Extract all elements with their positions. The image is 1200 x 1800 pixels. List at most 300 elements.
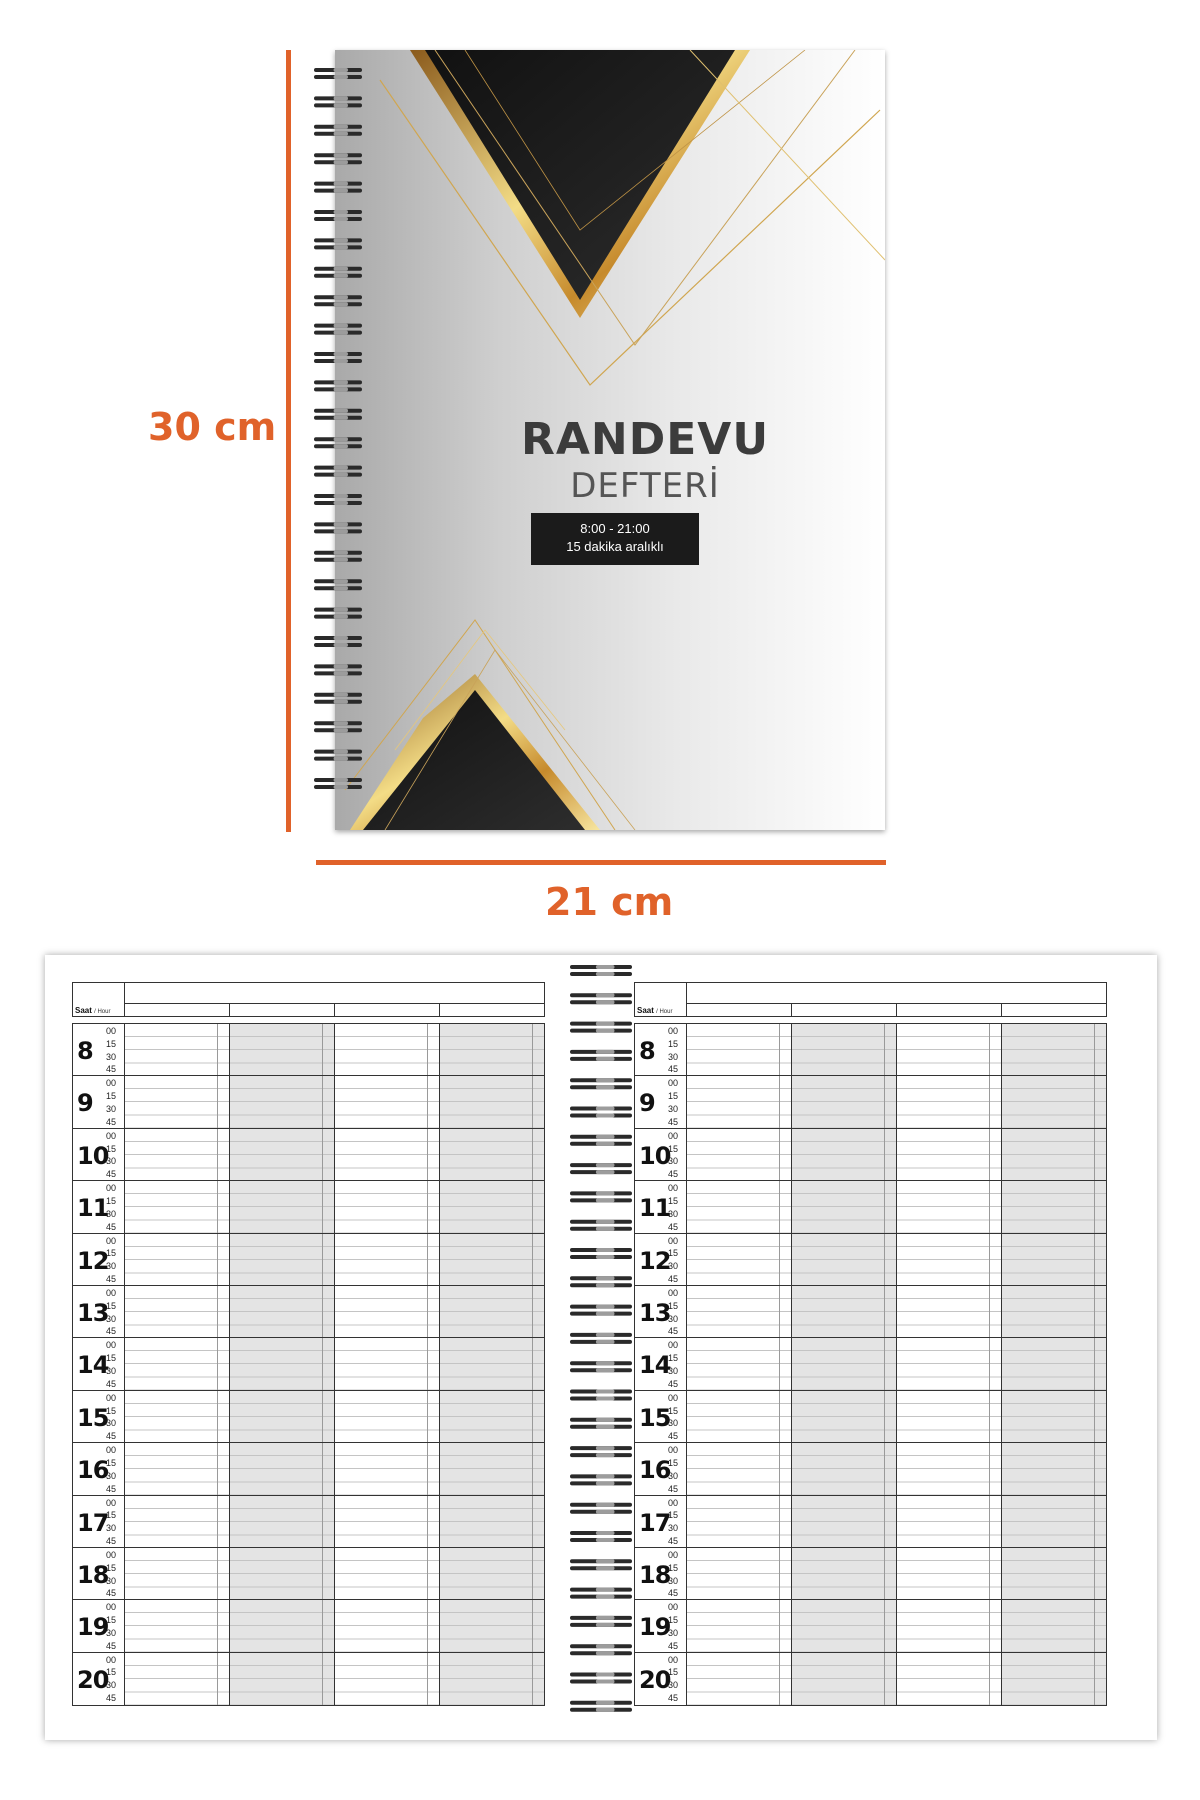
minute-marks bbox=[106, 1182, 122, 1233]
minute-mark: 15 bbox=[668, 1091, 679, 1102]
minute-mark: 00 bbox=[106, 1287, 117, 1298]
minute-mark: 00 bbox=[106, 1130, 117, 1141]
height-dimension-line bbox=[286, 50, 291, 832]
appointment-cell[interactable] bbox=[230, 1443, 335, 1494]
minute-mark: 00 bbox=[668, 1183, 679, 1194]
minute-mark: 15 bbox=[106, 1510, 117, 1521]
appointment-cell[interactable] bbox=[792, 1600, 897, 1651]
appointment-cell[interactable] bbox=[687, 1181, 792, 1232]
appointment-cell[interactable] bbox=[335, 1076, 440, 1127]
minute-mark: 30 bbox=[668, 1470, 679, 1481]
column-header[interactable] bbox=[687, 1004, 792, 1016]
hour-label bbox=[635, 1653, 687, 1705]
column-header[interactable] bbox=[440, 1004, 544, 1016]
hour-number: 13 bbox=[639, 1298, 671, 1327]
hour-row bbox=[635, 1600, 1106, 1652]
minute-mark: 15 bbox=[106, 1248, 117, 1259]
hour-number: 11 bbox=[639, 1194, 671, 1223]
hour-row bbox=[635, 1234, 1106, 1286]
schedule-grid-right bbox=[634, 982, 1107, 1706]
appointment-cell[interactable] bbox=[687, 1443, 792, 1494]
minute-mark: 15 bbox=[668, 1510, 679, 1521]
hour-number: 20 bbox=[639, 1665, 671, 1694]
minute-mark: 45 bbox=[668, 1378, 679, 1389]
appointment-cell[interactable] bbox=[125, 1391, 230, 1442]
hour-row bbox=[635, 1443, 1106, 1495]
minute-marks bbox=[106, 1287, 122, 1338]
appointment-cell[interactable] bbox=[792, 1024, 897, 1075]
minute-mark: 30 bbox=[668, 1418, 679, 1429]
appointment-cell[interactable] bbox=[1002, 1129, 1106, 1180]
appointment-cell[interactable] bbox=[440, 1653, 544, 1705]
minute-mark: 15 bbox=[668, 1300, 679, 1311]
hour-label bbox=[635, 1286, 687, 1337]
appointment-cell[interactable] bbox=[335, 1338, 440, 1389]
minute-marks bbox=[668, 1339, 684, 1390]
minute-mark: 30 bbox=[106, 1103, 117, 1114]
appointment-cell[interactable] bbox=[125, 1496, 230, 1547]
minute-mark: 45 bbox=[668, 1221, 679, 1232]
minute-mark: 30 bbox=[106, 1627, 117, 1638]
appointment-cell[interactable] bbox=[792, 1548, 897, 1599]
minute-mark: 45 bbox=[668, 1588, 679, 1599]
minute-mark: 00 bbox=[668, 1392, 679, 1403]
appointment-cell[interactable] bbox=[792, 1181, 897, 1232]
spiral-binding-icon bbox=[312, 68, 368, 818]
appointment-cell[interactable] bbox=[440, 1600, 544, 1651]
minute-mark: 45 bbox=[668, 1483, 679, 1494]
minute-mark: 15 bbox=[668, 1562, 679, 1573]
appointment-cell[interactable] bbox=[687, 1076, 792, 1127]
minute-marks bbox=[106, 1130, 122, 1181]
appointment-cell[interactable] bbox=[125, 1338, 230, 1389]
minute-marks bbox=[106, 1601, 122, 1652]
appointment-cell[interactable] bbox=[687, 1024, 792, 1075]
appointment-cell[interactable] bbox=[440, 1181, 544, 1232]
appointment-cell[interactable] bbox=[125, 1024, 230, 1075]
appointment-cell[interactable] bbox=[792, 1443, 897, 1494]
hour-label bbox=[635, 1496, 687, 1547]
hour-label bbox=[73, 1181, 125, 1232]
appointment-cell[interactable] bbox=[440, 1076, 544, 1127]
minute-mark: 45 bbox=[106, 1116, 117, 1127]
hour-row bbox=[73, 1076, 544, 1128]
appointment-cell[interactable] bbox=[687, 1234, 792, 1285]
appointment-cell[interactable] bbox=[1002, 1548, 1106, 1599]
date-field[interactable] bbox=[687, 983, 1106, 1004]
minute-mark: 30 bbox=[106, 1156, 117, 1167]
hour-row bbox=[635, 1024, 1106, 1076]
grid-header bbox=[634, 982, 1107, 1017]
minute-mark: 15 bbox=[106, 1143, 117, 1154]
appointment-cell[interactable] bbox=[230, 1181, 335, 1232]
minute-mark: 30 bbox=[106, 1261, 117, 1272]
appointment-cell[interactable] bbox=[792, 1286, 897, 1337]
appointment-cell[interactable] bbox=[687, 1286, 792, 1337]
appointment-cell[interactable] bbox=[897, 1286, 1002, 1337]
appointment-cell[interactable] bbox=[125, 1076, 230, 1127]
minute-mark: 00 bbox=[106, 1549, 117, 1560]
minute-mark: 45 bbox=[106, 1221, 117, 1232]
minute-mark: 00 bbox=[668, 1026, 679, 1036]
appointment-cell[interactable] bbox=[1002, 1181, 1106, 1232]
appointment-cell[interactable] bbox=[687, 1653, 792, 1705]
appointment-cell[interactable] bbox=[125, 1443, 230, 1494]
appointment-cell[interactable] bbox=[230, 1024, 335, 1075]
minute-mark: 45 bbox=[668, 1693, 679, 1704]
hour-number: 17 bbox=[639, 1508, 671, 1537]
minute-mark: 00 bbox=[668, 1497, 679, 1508]
appointment-cell[interactable] bbox=[335, 1496, 440, 1547]
minute-mark: 45 bbox=[668, 1064, 679, 1075]
appointment-cell[interactable] bbox=[440, 1496, 544, 1547]
appointment-cell[interactable] bbox=[440, 1443, 544, 1494]
appointment-cell[interactable] bbox=[897, 1443, 1002, 1494]
hour-row bbox=[635, 1496, 1106, 1548]
minute-marks bbox=[106, 1497, 122, 1548]
hour-label bbox=[73, 1653, 125, 1705]
minute-mark: 30 bbox=[106, 1365, 117, 1376]
appointment-cell[interactable] bbox=[125, 1181, 230, 1232]
hour-label bbox=[635, 1443, 687, 1494]
hour-label bbox=[635, 1391, 687, 1442]
minute-mark: 15 bbox=[668, 1667, 679, 1678]
minute-mark: 15 bbox=[668, 1195, 679, 1206]
minute-mark: 00 bbox=[106, 1392, 117, 1403]
appointment-cell[interactable] bbox=[335, 1600, 440, 1651]
appointment-cell[interactable] bbox=[897, 1181, 1002, 1232]
hour-number: 15 bbox=[639, 1403, 671, 1432]
hour-row bbox=[73, 1234, 544, 1286]
column-header[interactable] bbox=[792, 1004, 897, 1016]
hour-header-label: Saat bbox=[75, 1006, 92, 1015]
schedule-grid-left bbox=[72, 982, 545, 1706]
appointment-cell[interactable] bbox=[897, 1129, 1002, 1180]
appointment-cell[interactable] bbox=[687, 1129, 792, 1180]
minute-mark: 30 bbox=[668, 1627, 679, 1638]
hour-label bbox=[635, 1600, 687, 1651]
minute-mark: 30 bbox=[106, 1575, 117, 1586]
hour-header-label-en: / Hour bbox=[94, 1009, 111, 1015]
hour-label bbox=[635, 1548, 687, 1599]
cover-title: RANDEVU bbox=[520, 414, 770, 465]
hour-row bbox=[73, 1286, 544, 1338]
appointment-cell[interactable] bbox=[125, 1234, 230, 1285]
planner-page-left bbox=[45, 955, 595, 1740]
notebook-cover bbox=[335, 50, 885, 830]
minute-mark: 15 bbox=[106, 1091, 117, 1102]
appointment-cell[interactable] bbox=[230, 1391, 335, 1442]
minute-marks bbox=[668, 1235, 684, 1286]
appointment-cell[interactable] bbox=[335, 1129, 440, 1180]
minute-marks bbox=[668, 1287, 684, 1338]
minute-mark: 45 bbox=[106, 1169, 117, 1180]
appointment-cell[interactable] bbox=[440, 1338, 544, 1389]
minute-marks bbox=[668, 1077, 684, 1128]
minute-marks bbox=[668, 1654, 684, 1705]
minute-mark: 15 bbox=[106, 1615, 117, 1626]
appointment-cell[interactable] bbox=[897, 1548, 1002, 1599]
appointment-cell[interactable] bbox=[125, 1286, 230, 1337]
minute-mark: 00 bbox=[668, 1549, 679, 1560]
appointment-cell[interactable] bbox=[230, 1548, 335, 1599]
appointment-cell[interactable] bbox=[125, 1129, 230, 1180]
minute-mark: 15 bbox=[106, 1195, 117, 1206]
minute-mark: 00 bbox=[668, 1340, 679, 1351]
appointment-cell[interactable] bbox=[792, 1234, 897, 1285]
minute-mark: 15 bbox=[668, 1405, 679, 1416]
appointment-cell[interactable] bbox=[125, 1653, 230, 1705]
minute-mark: 30 bbox=[668, 1365, 679, 1376]
appointment-cell[interactable] bbox=[440, 1024, 544, 1075]
column-header[interactable] bbox=[1002, 1004, 1106, 1016]
hour-number: 9 bbox=[639, 1089, 655, 1118]
minute-marks bbox=[106, 1339, 122, 1390]
appointment-cell[interactable] bbox=[440, 1234, 544, 1285]
appointment-cell[interactable] bbox=[792, 1129, 897, 1180]
appointment-cell[interactable] bbox=[230, 1338, 335, 1389]
appointment-cell[interactable] bbox=[1002, 1600, 1106, 1651]
minute-mark: 45 bbox=[668, 1273, 679, 1284]
appointment-cell[interactable] bbox=[1002, 1234, 1106, 1285]
appointment-cell[interactable] bbox=[1002, 1443, 1106, 1494]
minute-mark: 15 bbox=[668, 1038, 679, 1049]
hour-row bbox=[73, 1496, 544, 1548]
appointment-cell[interactable] bbox=[1002, 1286, 1106, 1337]
minute-mark: 00 bbox=[106, 1445, 117, 1456]
appointment-cell[interactable] bbox=[230, 1129, 335, 1180]
appointment-cell[interactable] bbox=[897, 1391, 1002, 1442]
hour-number: 9 bbox=[77, 1089, 93, 1118]
minute-mark: 15 bbox=[106, 1667, 117, 1678]
hour-number: 16 bbox=[77, 1456, 109, 1485]
appointment-cell[interactable] bbox=[230, 1600, 335, 1651]
minute-marks bbox=[668, 1130, 684, 1181]
hour-label bbox=[73, 1076, 125, 1127]
appointment-cell[interactable] bbox=[335, 1391, 440, 1442]
minute-mark: 30 bbox=[668, 1261, 679, 1272]
appointment-cell[interactable] bbox=[687, 1338, 792, 1389]
hour-number: 10 bbox=[77, 1141, 109, 1170]
minute-mark: 30 bbox=[668, 1680, 679, 1691]
minute-mark: 45 bbox=[668, 1431, 679, 1442]
hour-label bbox=[73, 1496, 125, 1547]
appointment-cell[interactable] bbox=[230, 1076, 335, 1127]
appointment-cell[interactable] bbox=[1002, 1338, 1106, 1389]
hour-label bbox=[635, 1076, 687, 1127]
hour-label bbox=[73, 1338, 125, 1389]
hour-label bbox=[635, 1181, 687, 1232]
minute-mark: 30 bbox=[668, 1103, 679, 1114]
minute-marks bbox=[668, 1025, 684, 1076]
appointment-cell[interactable] bbox=[1002, 1496, 1106, 1547]
minute-mark: 45 bbox=[106, 1588, 117, 1599]
minute-mark: 30 bbox=[668, 1051, 679, 1062]
minute-mark: 15 bbox=[668, 1248, 679, 1259]
appointment-cell[interactable] bbox=[335, 1443, 440, 1494]
hour-header-label: Saat bbox=[637, 1006, 654, 1015]
appointment-cell[interactable] bbox=[687, 1600, 792, 1651]
hour-number: 19 bbox=[77, 1613, 109, 1642]
column-header[interactable] bbox=[230, 1004, 335, 1016]
hour-label bbox=[73, 1443, 125, 1494]
minute-mark: 15 bbox=[106, 1038, 117, 1049]
hour-label bbox=[73, 1286, 125, 1337]
appointment-cell[interactable] bbox=[440, 1548, 544, 1599]
hour-label bbox=[635, 1234, 687, 1285]
appointment-cell[interactable] bbox=[335, 1548, 440, 1599]
minute-mark: 00 bbox=[668, 1130, 679, 1141]
minute-mark: 45 bbox=[668, 1169, 679, 1180]
cover-info-box bbox=[531, 513, 699, 565]
hour-number: 14 bbox=[639, 1351, 671, 1380]
appointment-cell[interactable] bbox=[897, 1600, 1002, 1651]
appointment-cell[interactable] bbox=[792, 1496, 897, 1547]
minute-marks bbox=[668, 1444, 684, 1495]
appointment-cell[interactable] bbox=[230, 1653, 335, 1705]
minute-marks bbox=[106, 1549, 122, 1600]
appointment-cell[interactable] bbox=[125, 1600, 230, 1651]
appointment-cell[interactable] bbox=[230, 1496, 335, 1547]
hour-number: 8 bbox=[77, 1037, 93, 1065]
minute-mark: 15 bbox=[106, 1562, 117, 1573]
minute-mark: 45 bbox=[668, 1116, 679, 1127]
minute-marks bbox=[106, 1025, 122, 1076]
minute-mark: 00 bbox=[106, 1602, 117, 1613]
hour-row bbox=[635, 1391, 1106, 1443]
hour-label bbox=[73, 1600, 125, 1651]
hour-row bbox=[635, 1129, 1106, 1181]
minute-mark: 45 bbox=[106, 1326, 117, 1337]
minute-marks bbox=[668, 1601, 684, 1652]
minute-marks bbox=[106, 1444, 122, 1495]
minute-mark: 15 bbox=[668, 1143, 679, 1154]
minute-mark: 30 bbox=[106, 1418, 117, 1429]
appointment-cell[interactable] bbox=[1002, 1024, 1106, 1075]
appointment-cell[interactable] bbox=[335, 1286, 440, 1337]
appointment-cell[interactable] bbox=[897, 1024, 1002, 1075]
minute-mark: 00 bbox=[668, 1287, 679, 1298]
minute-mark: 30 bbox=[106, 1680, 117, 1691]
appointment-cell[interactable] bbox=[1002, 1653, 1106, 1705]
cover-subtitle: DEFTERİ bbox=[570, 466, 720, 506]
minute-mark: 45 bbox=[106, 1693, 117, 1704]
appointment-cell[interactable] bbox=[687, 1391, 792, 1442]
hour-number: 8 bbox=[639, 1037, 655, 1065]
appointment-cell[interactable] bbox=[897, 1076, 1002, 1127]
appointment-cell[interactable] bbox=[792, 1391, 897, 1442]
hour-row bbox=[73, 1391, 544, 1443]
minute-mark: 00 bbox=[668, 1602, 679, 1613]
minute-mark: 00 bbox=[106, 1235, 117, 1246]
minute-mark: 00 bbox=[668, 1078, 679, 1089]
minute-mark: 30 bbox=[668, 1523, 679, 1534]
minute-mark: 00 bbox=[106, 1078, 117, 1089]
hour-row bbox=[635, 1181, 1106, 1233]
appointment-cell[interactable] bbox=[440, 1391, 544, 1442]
appointment-cell[interactable] bbox=[687, 1496, 792, 1547]
appointment-cell[interactable] bbox=[792, 1076, 897, 1127]
appointment-cell[interactable] bbox=[440, 1129, 544, 1180]
minute-marks bbox=[668, 1549, 684, 1600]
hour-row bbox=[73, 1600, 544, 1652]
hour-row bbox=[73, 1181, 544, 1233]
appointment-cell[interactable] bbox=[335, 1234, 440, 1285]
appointment-cell[interactable] bbox=[230, 1286, 335, 1337]
hour-grid bbox=[72, 1023, 545, 1706]
spiral-binding-icon bbox=[568, 965, 638, 1735]
appointment-cell[interactable] bbox=[1002, 1391, 1106, 1442]
hour-number: 18 bbox=[639, 1560, 671, 1589]
appointment-cell[interactable] bbox=[687, 1548, 792, 1599]
hour-label bbox=[73, 1024, 125, 1075]
planner-page-right bbox=[607, 955, 1157, 1740]
appointment-cell[interactable] bbox=[335, 1024, 440, 1075]
appointment-cell[interactable] bbox=[335, 1181, 440, 1232]
minute-mark: 45 bbox=[106, 1273, 117, 1284]
cover-hours: 8:00 - 21:00 bbox=[580, 521, 650, 536]
column-header[interactable] bbox=[125, 1004, 230, 1016]
minute-marks bbox=[668, 1497, 684, 1548]
cover-interval: 15 dakika aralıklı bbox=[566, 539, 664, 554]
grid-header bbox=[72, 982, 545, 1017]
height-dimension-label: 30 cm bbox=[148, 405, 277, 449]
minute-mark: 45 bbox=[668, 1640, 679, 1651]
hour-number: 20 bbox=[77, 1665, 109, 1694]
appointment-cell[interactable] bbox=[897, 1496, 1002, 1547]
minute-mark: 30 bbox=[106, 1051, 117, 1062]
column-header[interactable] bbox=[897, 1004, 1002, 1016]
hour-number: 17 bbox=[77, 1508, 109, 1537]
minute-mark: 15 bbox=[106, 1457, 117, 1468]
hour-row bbox=[73, 1338, 544, 1390]
minute-mark: 15 bbox=[106, 1405, 117, 1416]
appointment-cell[interactable] bbox=[335, 1653, 440, 1705]
appointment-cell[interactable] bbox=[897, 1338, 1002, 1389]
appointment-cell[interactable] bbox=[230, 1234, 335, 1285]
minute-mark: 30 bbox=[106, 1523, 117, 1534]
minute-mark: 00 bbox=[106, 1340, 117, 1351]
appointment-cell[interactable] bbox=[897, 1653, 1002, 1705]
minute-mark: 45 bbox=[106, 1483, 117, 1494]
hour-number: 12 bbox=[77, 1246, 109, 1275]
hour-row bbox=[73, 1024, 544, 1076]
minute-mark: 00 bbox=[106, 1497, 117, 1508]
minute-mark: 15 bbox=[668, 1353, 679, 1364]
appointment-cell[interactable] bbox=[440, 1286, 544, 1337]
hour-label bbox=[73, 1234, 125, 1285]
minute-marks bbox=[106, 1392, 122, 1443]
minute-mark: 45 bbox=[106, 1378, 117, 1389]
hour-label bbox=[635, 1024, 687, 1075]
minute-mark: 30 bbox=[106, 1208, 117, 1219]
minute-marks bbox=[106, 1077, 122, 1128]
hour-row bbox=[73, 1129, 544, 1181]
minute-mark: 45 bbox=[668, 1326, 679, 1337]
minute-mark: 15 bbox=[106, 1300, 117, 1311]
minute-mark: 00 bbox=[106, 1654, 117, 1665]
appointment-cell[interactable] bbox=[792, 1338, 897, 1389]
hour-header-label-en: / Hour bbox=[656, 1009, 673, 1015]
appointment-cell[interactable] bbox=[125, 1548, 230, 1599]
appointment-cell[interactable] bbox=[1002, 1076, 1106, 1127]
minute-mark: 00 bbox=[668, 1654, 679, 1665]
date-field[interactable] bbox=[125, 983, 544, 1004]
column-header[interactable] bbox=[335, 1004, 440, 1016]
appointment-cell[interactable] bbox=[792, 1653, 897, 1705]
appointment-cell[interactable] bbox=[897, 1234, 1002, 1285]
minute-mark: 15 bbox=[668, 1457, 679, 1468]
